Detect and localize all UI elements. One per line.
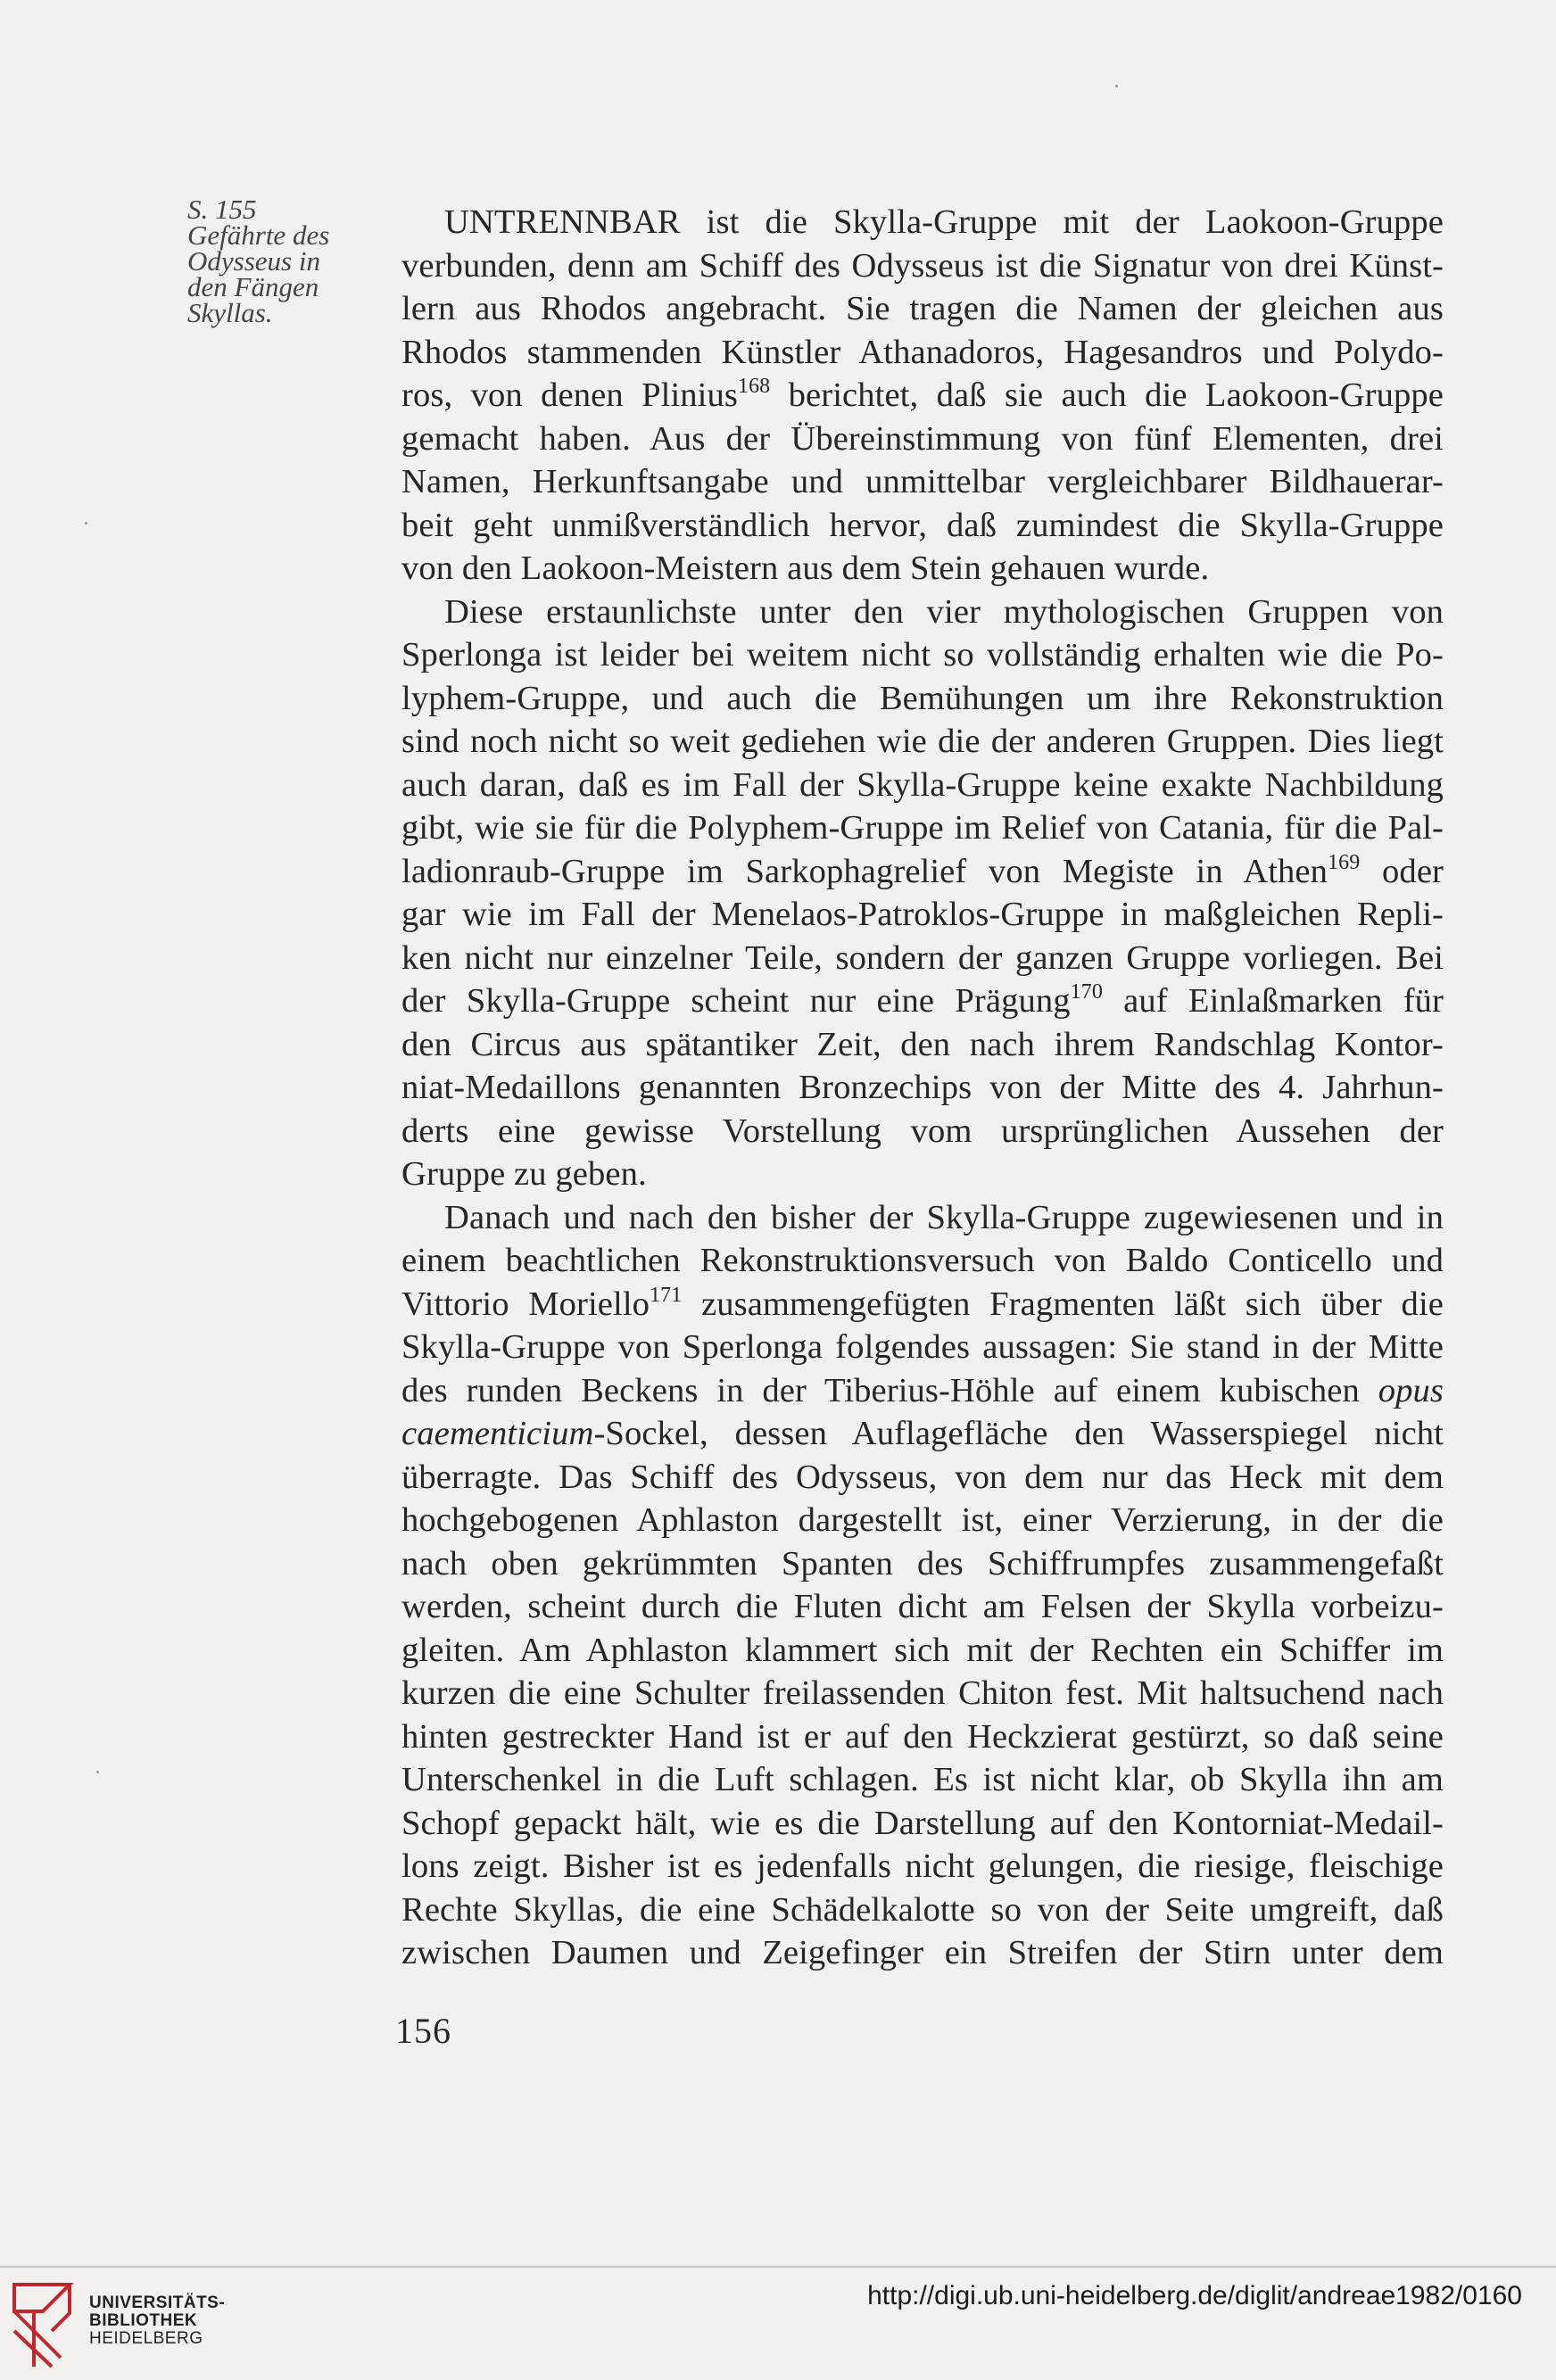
italic-term: caementicium <box>401 1415 594 1452</box>
text-line <box>401 850 1444 894</box>
text-segment: oder <box>1382 852 1444 890</box>
scan-speck <box>1115 85 1118 87</box>
text-line: lyphem-Gruppe, und auch die Bemühungen um ihre Rekonstruktion <box>401 679 1444 717</box>
text-line <box>401 374 1444 417</box>
body-text <box>401 201 1444 1975</box>
margin-note-line: Odysseus in <box>187 245 320 277</box>
text-line: Unterschenkel in die Luft schlagen. Es ist nicht klar, ob Skylla ihn am <box>401 1761 1444 1798</box>
margin-note-line: den Fängen <box>187 271 319 302</box>
library-name-line: HEIDELBERG <box>89 2329 203 2348</box>
text-line: einem beachtlichen Rekonstruktionsversuch von Baldo Conticello und <box>401 1242 1444 1279</box>
library-logo-icon <box>7 2277 77 2371</box>
margin-note-line: Skyllas. <box>187 297 273 328</box>
page-number: 156 <box>395 2011 451 2051</box>
text-segment: berichtet, daß sie auch die Laokoon-Gruppe <box>788 376 1444 414</box>
text-line: von den Laokoon-Meistern aus dem Stein gehauen wurde. <box>401 550 1210 587</box>
text-line: nach oben gekrümmten Spanten des Schiffrumpfes zusammengefaßt <box>401 1544 1444 1583</box>
text-line: ken nicht nur einzelner Teile, sondern der ganzen Gruppe vorliegen. Bei <box>401 938 1444 977</box>
text-line <box>401 1412 1444 1456</box>
footnote-ref[interactable]: 171 <box>650 1283 683 1307</box>
text-segment: des runden Beckens in der Tiberius-Höhle auf einem kubischen <box>401 1371 1360 1409</box>
margin-note-line: S. 155 <box>187 194 257 225</box>
text-segment: auf Einlaßmarken für <box>1123 982 1444 1020</box>
text-segment: -Sockel, dessen Auflagefläche den Wasserspiegel nicht <box>593 1415 1444 1452</box>
source-url-link[interactable]: http://digi.ub.uni-heidelberg.de/diglit/andreae1982/0160 <box>867 2281 1522 2310</box>
text-line: beit geht unmißverständlich hervor, daß zumindest die Skylla-Gruppe <box>401 506 1444 544</box>
text-line: Danach und nach den bisher der Skylla-Gruppe zugewiesenen und in <box>444 1198 1444 1236</box>
text-line: gemacht haben. Aus der Übereinstimmung von fünf Elementen, drei <box>401 419 1444 458</box>
text-line: zwischen Daumen und Zeigefinger ein Streifen der Stirn unter dem <box>401 1934 1444 1971</box>
text-segment: zusammengefügten Fragmenten läßt sich über die <box>700 1285 1444 1323</box>
text-line: derts eine gewisse Vorstellung vom ursprünglichen Aussehen der <box>401 1111 1444 1150</box>
text-line: gleiten. Am Aphlaston klammert sich mit der Rechten ein Schiffer im <box>401 1631 1444 1669</box>
italic-term: opus <box>1378 1371 1444 1409</box>
text-line: gar wie im Fall der Menelaos-Patroklos-Gruppe in maßgleichen Repli- <box>401 896 1444 933</box>
scan-speck <box>96 1771 99 1773</box>
scan-speck <box>85 522 87 525</box>
text-line: Skylla-Gruppe von Sperlonga folgendes aussagen: Sie stand in der Mitte <box>401 1328 1444 1366</box>
text-line: werden, scheint durch die Fluten dicht am Felsen der Skylla vorbeizu- <box>401 1588 1444 1625</box>
text-line: Gruppe zu geben. <box>401 1155 647 1193</box>
text-line: auch daran, daß es im Fall der Skylla-Gruppe keine exakte Nachbildung <box>401 765 1444 804</box>
footnote-ref[interactable]: 168 <box>737 375 771 398</box>
text-line: den Circus aus spätantiker Zeit, den nach ihrem Randschlag Kontor- <box>401 1025 1444 1063</box>
text-line: sind noch nicht so weit gediehen wie die der anderen Gruppen. Dies liegt <box>401 723 1444 760</box>
paragraph-2 <box>401 591 1444 1196</box>
library-name-line: UNIVERSITÄTS- <box>89 2293 226 2312</box>
text-segment: ros, von denen Plinius <box>401 376 738 414</box>
text-line: lons zeigt. Bisher ist es jedenfalls nicht gelungen, die riesige, fleischige <box>401 1847 1444 1885</box>
text-segment: ladionraub-Gruppe im Sarkophagrelief von Megiste in Athen <box>401 852 1328 890</box>
text-line: hochgebogenen Aphlaston dargestellt ist, einer Verzierung, in der die <box>401 1501 1444 1539</box>
paragraph-3 <box>401 1196 1444 1975</box>
text-line: lern aus Rhodos angebracht. Sie tragen die Namen der gleichen aus <box>401 290 1444 327</box>
library-name <box>89 2294 225 2348</box>
text-line: verbunden, denn am Schiff des Odysseus ist die Signatur von drei Künst- <box>401 246 1444 285</box>
footnote-ref[interactable]: 170 <box>1070 980 1103 1004</box>
text-line: überragte. Das Schiff des Odysseus, von dem nur das Heck mit dem <box>401 1458 1444 1496</box>
text-line: hinten gestreckter Hand ist er auf den Heckzierat gestürzt, so daß seine <box>401 1717 1444 1756</box>
margin-note-line: Gefährte des <box>187 219 330 251</box>
text-line: UNTRENNBAR ist die Skylla-Gruppe mit der Laokoon-Gruppe <box>444 203 1444 241</box>
footer-divider <box>0 2266 1556 2268</box>
text-line: Sperlonga ist leider bei weitem nicht so vollständig erhalten wie die Po- <box>401 636 1444 674</box>
text-line: gibt, wie sie für die Polyphem-Gruppe im Relief von Catania, für die Pal- <box>401 809 1444 847</box>
text-line: kurzen die eine Schulter freilassenden Chiton fest. Mit haltsuchend nach <box>401 1674 1444 1712</box>
footnote-ref[interactable]: 169 <box>1328 850 1361 874</box>
text-line: niat-Medaillons genannten Bronzechips von der Mitte des 4. Jahrhun- <box>401 1069 1444 1106</box>
text-segment: Vittorio Moriello <box>401 1285 650 1323</box>
library-name-line: BIBLIOTHEK <box>89 2311 198 2330</box>
text-line <box>401 1283 1444 1326</box>
text-line <box>401 979 1444 1023</box>
text-line <box>401 1369 1444 1413</box>
text-line: Rhodos stammenden Künstler Athanadoros, Hagesandros und Polydo- <box>401 333 1444 371</box>
paragraph-1 <box>401 201 1444 591</box>
text-segment: der Skylla-Gruppe scheint nur eine Prägung <box>401 982 1071 1020</box>
text-line: Diese erstaunlichste unter den vier mythologischen Gruppen von <box>444 592 1444 631</box>
text-line: Schopf gepackt hält, wie es die Darstellung auf den Kontorniat-Medail- <box>401 1804 1444 1842</box>
text-line: Rechte Skyllas, die eine Schädelkalotte so von der Seite umgreift, daß <box>401 1890 1444 1929</box>
margin-note <box>187 196 357 326</box>
text-line: Namen, Herkunftsangabe und unmittelbar vergleichbarer Bildhauerar- <box>401 463 1444 500</box>
